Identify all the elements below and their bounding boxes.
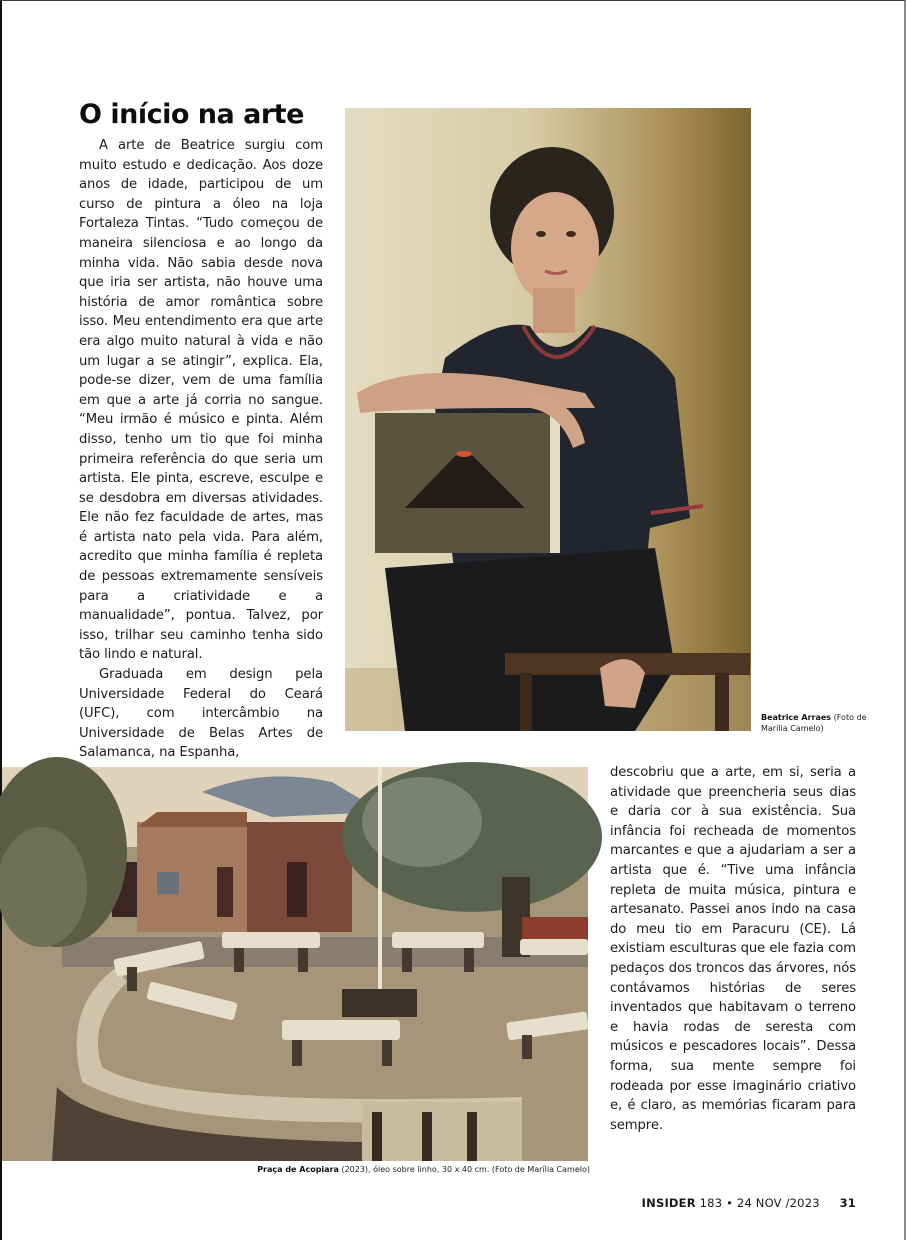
- painting-caption-details: (2023), óleo sobre linho, 30 x 40 cm. (Foto de Marília Camelo): [341, 1165, 590, 1174]
- portrait-illustration: [345, 108, 751, 731]
- issue-number: 183: [699, 1196, 723, 1210]
- painting-illustration: [2, 767, 588, 1161]
- footer-separator: •: [726, 1196, 734, 1210]
- photo-caption-name: Beatrice Arraes: [761, 713, 832, 722]
- page-number: 31: [839, 1196, 856, 1210]
- portrait-photo: [345, 108, 751, 731]
- painting-caption-title: Praça de Acopiara: [257, 1165, 339, 1174]
- paragraph: A arte de Beatrice surgiu com muito estudo e dedicação. Aos doze anos de idade, participou de um curso de pintura a óleo na loja Fortaleza Tintas. “Tudo começou de maneira silenciosa e ao longo da minha vida. Não sabia desde nova que iria ser artista, não houve uma história de amor romântica sobre isso. Meu entendimento era que arte era algo muito natural à vida e não um lugar a se atingir”, explica. Ela, pode-se dizer, vem de uma família em que a arte já corria no sangue. “Meu irmão é músico e pinta. Além disso, tenho um tio que foi minha primeira referência do que seria um artista. Ele pinta, escreve, esculpe e se desdobra em diversas atividades. Ele não fez faculdade de artes, mas é artista nato pela vida. Para além, acredito que minha família é repleta de pessoas extremamente sensíveis para a criatividade e a manualidade”, pontua. Talvez, por isso, trilhar seu caminho tenha sido tão lindo e natural.: [79, 138, 323, 663]
- painting-image: [2, 767, 588, 1161]
- article-column-left: [79, 136, 323, 761]
- page-footer: [642, 1196, 856, 1210]
- paragraph: Graduada em design pela Universidade Federal do Ceará (UFC), com intercâmbio na Universidade de Belas Artes de Salamanca, na Espanha,: [79, 667, 323, 761]
- paragraph: descobriu que a arte, em si, seria a atividade que preencheria seus dias e daria cor à sua existência. Sua infância foi recheada de momentos marcantes e que a ajudariam a ser a artista que é. “Tive uma infância repleta de muita música, pintura e artesanato. Passei anos indo na casa do meu tio em Paracuru (CE). Lá existiam esculturas que ele fazia com pedaços dos troncos das árvores, nós contávamos histórias de seres inventados que habitavam o terreno e havia rodas de seresta com músicos e pescadores locais”. Dessa forma, sua mente sempre foi rodeada por esse imaginário criativo e, é claro, as memórias ficaram para sempre.: [610, 765, 856, 1133]
- issue-date: 24 NOV /2023: [736, 1196, 820, 1210]
- magazine-name: INSIDER: [641, 1196, 696, 1210]
- photo-caption-credit: (Foto de Marília Camelo): [761, 713, 867, 733]
- photo-caption: [761, 713, 871, 734]
- painting-caption: [250, 1165, 590, 1176]
- section-heading: O início na arte: [79, 99, 304, 130]
- article-column-right: [610, 763, 856, 1135]
